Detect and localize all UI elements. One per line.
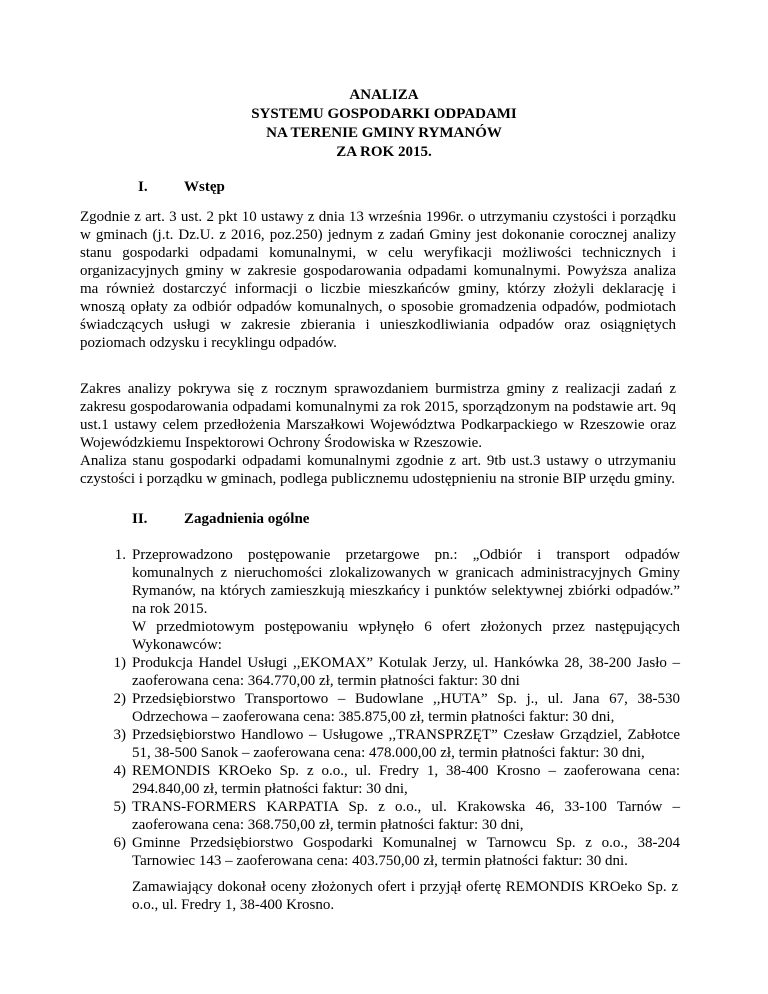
section-1-number: I. <box>138 179 148 195</box>
section-2-title: Zagadnienia ogólne <box>184 511 310 527</box>
title-line-1: ANALIZA <box>349 87 419 103</box>
paragraph-intro: Zgodnie z art. 3 ust. 2 pkt 10 ustawy z dnia 13 września 1996r. o utrzymaniu czystości i porządku w gminach (j.t. Dz.U. z 2016, poz.250) jednym z zadań Gminy jest dokonanie corocznej analizy stanu gospodarki odpadami komunalnymi, w celu weryfikacji możliwości technicznych i organizacyjnych gminy w zakresie gospodarowania odpadami komunalnymi. Powyższa analiza ma również dostarczyć informacji o liczbie mieszkańców gminy, którzy złożyli deklarację i wnoszą opłaty za odbiór odpadów komunalnych, o sposobie gromadzenia odpadów, podmiotach świadczących usługi w zakresie zbierania i unieszkodliwiania odpadów oraz osiągniętych poziomach odzysku i recyklingu odpadów. <box>80 209 676 351</box>
list-item-offer <box>80 726 680 762</box>
offer-text: Przedsiębiorstwo Handlowo – Usługowe ,,TRANSPRZĘT” Czesław Grządziel, Zabłotce 51, 38-500 Sanok – zaoferowana cena: 478.000,00 zł, termin płatności faktur: 30 dni, <box>132 727 680 761</box>
tender-offers-intro: W przedmiotowym postępowaniu wpłynęło 6 ofert złożonych przez następujących Wykonawców: <box>132 619 680 653</box>
offer-marker: 1) <box>113 655 126 671</box>
title-line-3: NA TERENIE GMINY RYMANÓW <box>266 125 502 141</box>
document-title <box>0 86 768 162</box>
offer-text: TRANS-FORMERS KARPATIA Sp. z o.o., ul. Krakowska 46, 33-100 Tarnów – zaoferowana cena: 368.750,00 zł, termin płatności faktur: 30 dni, <box>132 799 680 833</box>
tender-list <box>80 546 680 870</box>
list-item-offer <box>80 798 680 834</box>
list-marker: 1. <box>114 547 126 563</box>
offer-text: Produkcja Handel Usługi ,,EKOMAX” Kotulak Jerzy, ul. Hankówka 28, 38-200 Jasło – zaoferowana cena: 364.770,00 zł, termin płatności faktur: 30 dni <box>132 655 680 689</box>
list-item-offer <box>80 690 680 726</box>
offer-marker: 3) <box>113 727 126 743</box>
section-1-title: Wstęp <box>184 179 225 195</box>
paragraph-scope: Zakres analizy pokrywa się z rocznym sprawozdaniem burmistrza gminy z realizacji zadań z zakresu gospodarowania odpadami komunalnymi za rok 2015, sporządzonym na podstawie art. 9q ust.1 ustawy celem przedłożenia Marszałkowi Województwa Podkarpackiego w Rzeszowie oraz Wojewódzkiemu Inspektorowi Ochrony Środowiska w Rzeszowie. <box>80 381 676 451</box>
offer-marker: 5) <box>113 799 126 815</box>
section-2-number: II. <box>132 511 148 527</box>
tender-description: Przeprowadzono postępowanie przetargowe pn.: „Odbiór i transport odpadów komunalnych z nieruchomości zlokalizowanych w granicach administracyjnych Gminy Rymanów, na których zamieszkują mieszkańcy i punktów selektywnej zbiórki odpadów.” na rok 2015. <box>132 547 680 617</box>
list-item-offer <box>80 654 680 690</box>
closing-paragraph: Zamawiający dokonał oceny złożonych ofert i przyjął ofertę REMONDIS KROeko Sp. z o.o., ul. Fredry 1, 38-400 Krosno. <box>132 879 678 913</box>
offer-marker: 2) <box>113 691 126 707</box>
list-item-tender <box>80 546 680 654</box>
offer-text: Przedsiębiorstwo Transportowo – Budowlane ,,HUTA” Sp. j., ul. Jana 67, 38-530 Odrzechowa – zaoferowana cena: 385.875,00 zł, termin płatności faktur: 30 dni, <box>132 691 680 725</box>
title-line-4: ZA ROK 2015. <box>336 144 432 160</box>
title-line-2: SYSTEMU GOSPODARKI ODPADAMI <box>251 106 517 122</box>
offer-marker: 4) <box>113 763 126 779</box>
list-item-offer <box>80 834 680 870</box>
paragraph-publication: Analiza stanu gospodarki odpadami komunalnymi zgodnie z art. 9tb ust.3 ustawy o utrzymaniu czystości i porządku w gminach, podlega publicznemu udostępnieniu na stronie BIP urzędu gminy. <box>80 453 676 487</box>
offer-marker: 6) <box>113 835 126 851</box>
offer-text: Gminne Przedsiębiorstwo Gospodarki Komunalnej w Tarnowcu Sp. z o.o., 38-204 Tarnowiec 143 – zaoferowana cena: 403.750,00 zł, termin płatności faktur: 30 dni. <box>132 835 680 869</box>
section-2-heading <box>132 510 392 528</box>
offer-text: REMONDIS KROeko Sp. z o.o., ul. Fredry 1, 38-400 Krosno – zaoferowana cena: 294.840,00 zł, termin płatności faktur: 30 dni, <box>132 763 680 797</box>
section-1-heading <box>138 178 338 196</box>
list-item-offer <box>80 762 680 798</box>
